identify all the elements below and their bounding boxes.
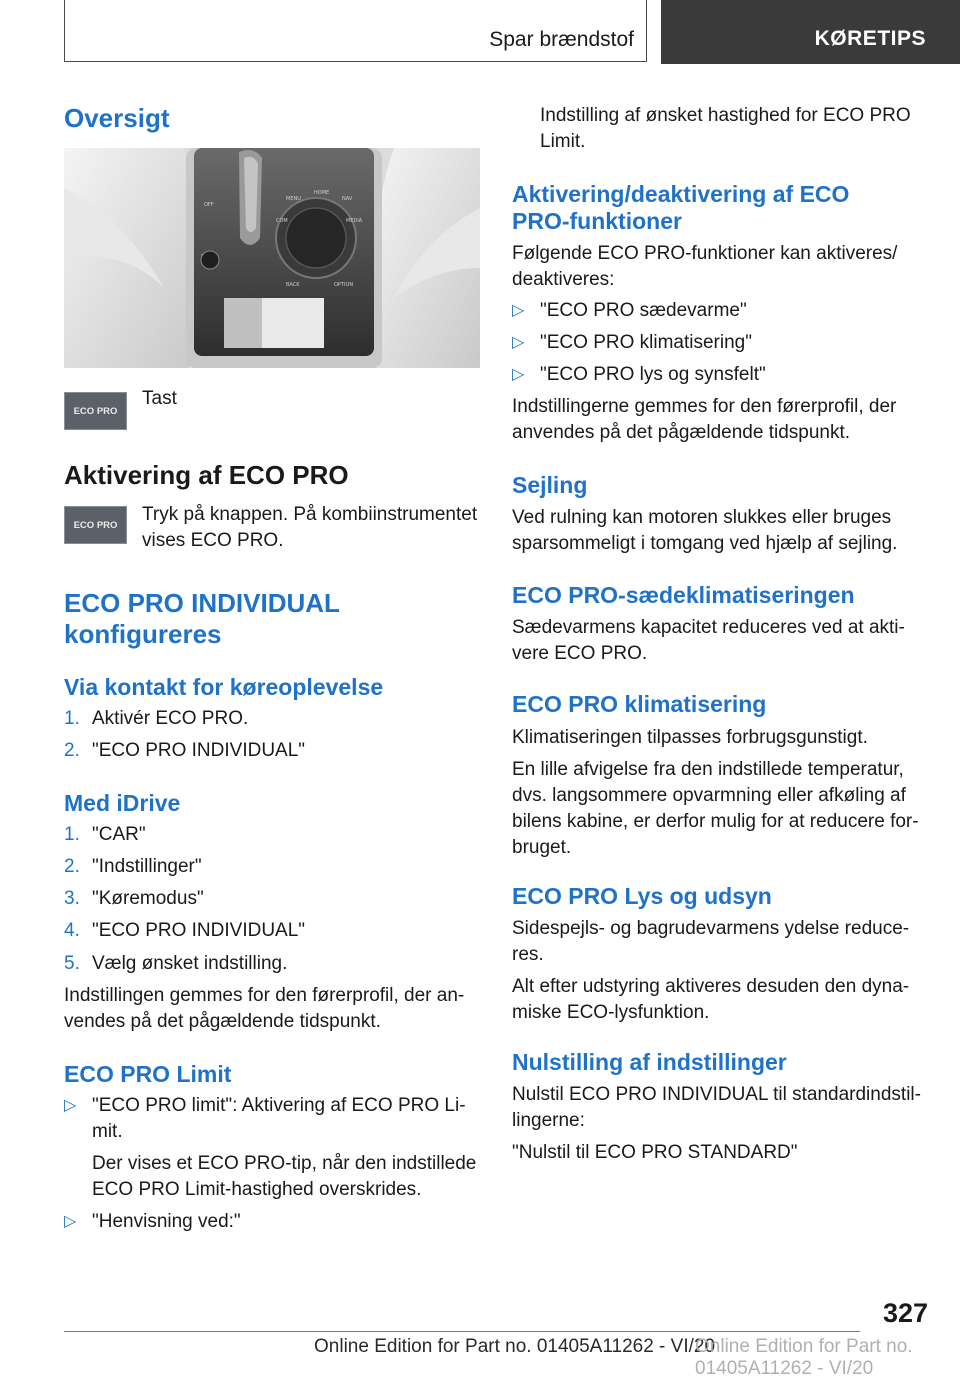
step-number: 1. (64, 708, 80, 729)
activation-heading: Aktivering af ECO PRO (64, 460, 349, 490)
light-heading: ECO PRO Lys og udsyn (512, 883, 772, 909)
svg-text:HOME: HOME (314, 190, 330, 196)
idrive-note-line2: vendes på det pågældende tidspunkt. (64, 1011, 381, 1032)
svg-text:MEDIA: MEDIA (346, 218, 363, 224)
eco-pro-key-image (64, 392, 127, 430)
triangle-bullet-icon: ▷ (64, 1097, 77, 1114)
edition-text: Online Edition for Part no. 01405A11262 - VI/20 (314, 1336, 716, 1357)
step-text: Aktivér ECO PRO. (92, 708, 249, 729)
eco-pro-key-label: ECO PRO (73, 405, 118, 417)
light-p1-line1: Sidespejls- og bagrudevarmens ydelse reduce- (512, 918, 910, 939)
step-number: 3. (64, 888, 80, 909)
eco-pro-button-label: ECO PRO (73, 519, 118, 531)
clim-p2-line2: dvs. langsommere opvarmning eller afkøling af (512, 785, 906, 806)
footer-divider (64, 1331, 860, 1332)
limit-item (64, 1209, 480, 1235)
step-text: "ECO PRO INDIVIDUAL" (92, 740, 306, 761)
eco-pro-button-image (64, 506, 127, 544)
chapter-tab-label: KØRETIPS (814, 27, 926, 50)
triangle-bullet-icon: ▷ (512, 334, 525, 351)
via-step (64, 738, 480, 764)
light-p2-line1: Alt efter udstyring aktiveres desuden den dyna- (512, 976, 910, 997)
step-number: 4. (64, 920, 80, 941)
idrive-heading: Med iDrive (64, 790, 181, 816)
reset-p1-line2: lingerne: (512, 1110, 585, 1131)
reset-p1-line1: Nulstil ECO PRO INDIVIDUAL til standardindstil- (512, 1084, 921, 1105)
page-number: 327 (882, 1298, 928, 1328)
triangle-bullet-icon: ▷ (512, 366, 525, 383)
idrive-step (64, 886, 480, 912)
overview-heading: Oversigt (64, 103, 170, 133)
limit-item1-line2: mit. (92, 1121, 123, 1142)
func-heading-line2: PRO-funktioner (512, 208, 682, 234)
limit-item1-sub-line2: ECO PRO Limit-hastighed overskrides. (92, 1179, 422, 1200)
svg-text:OFF: OFF (204, 202, 214, 208)
activation-text: Tryk på knappen. På kombiinstrumentet vises ECO PRO. (142, 504, 478, 551)
limit-item2: "Henvisning ved:" (92, 1211, 241, 1232)
clim-p2-line1: En lille afvigelse fra den indstillede temperatur, (512, 759, 904, 780)
idrive-step (64, 918, 480, 944)
via-step (64, 706, 480, 732)
chapter-tab (661, 0, 960, 64)
individual-heading-line2: konfigureres (64, 619, 222, 649)
func-note-line2: anvendes på det pågældende tidspunkt. (512, 422, 851, 443)
func-item-text: "ECO PRO lys og synsfelt" (540, 364, 766, 385)
svg-text:MENU: MENU (286, 196, 301, 202)
via-heading: Via kontakt for køreoplevelse (64, 674, 384, 700)
triangle-bullet-icon: ▷ (512, 302, 525, 319)
light-p2-line2: miske ECO-lysfunktion. (512, 1002, 710, 1023)
cont-line1: Indstilling af ønsket hastighed for ECO PRO (540, 105, 911, 126)
section-tab (64, 0, 647, 62)
limit-item1-line1: "ECO PRO limit": Aktivering af ECO PRO Li- (92, 1095, 466, 1116)
limit-heading: ECO PRO Limit (64, 1061, 232, 1087)
svg-text:COM: COM (276, 218, 288, 224)
func-intro-line2: deaktiveres: (512, 269, 615, 290)
func-item-text: "ECO PRO sædevarme" (540, 300, 747, 321)
reset-p2: "Nulstil til ECO PRO STANDARD" (512, 1142, 798, 1163)
svg-text:BACK: BACK (286, 282, 300, 288)
limit-item1-sub-line1: Der vises et ECO PRO-tip, når den indstillede (92, 1153, 477, 1174)
reset-heading: Nulstilling af indstillinger (512, 1049, 787, 1075)
step-text: Vælg ønsket indstilling. (92, 953, 288, 974)
center-console-photo (64, 148, 480, 368)
clim-p1: Klimatiseringen tilpasses forbrugsgunstigt. (512, 727, 868, 748)
svg-text:OPTION: OPTION (334, 282, 354, 288)
func-note-line1: Indstillingerne gemmes for den førerprofil, der (512, 396, 897, 417)
step-number: 1. (64, 824, 80, 845)
idrive-step (64, 951, 480, 977)
clim-p2-line3: bilens kabine, er derfor mulig for at reducere for- (512, 811, 919, 832)
triangle-bullet-icon: ▷ (64, 1213, 77, 1230)
func-heading-line1: Aktivering/deaktivering af ECO (512, 181, 850, 207)
section-tab-label: Spar brændstof (489, 28, 634, 51)
cont-line2: Limit. (540, 131, 586, 152)
idrive-step (64, 854, 480, 880)
watermark-text: Online Edition for Part no. 01405A11262 - VI/20 (695, 1336, 913, 1379)
func-item (512, 330, 922, 356)
key-caption: Tast (142, 388, 177, 409)
clim-heading: ECO PRO klimatisering (512, 691, 767, 717)
step-text: "Indstillinger" (92, 856, 202, 877)
limit-item (64, 1093, 480, 1119)
page-header (64, 0, 960, 64)
step-number: 2. (64, 856, 80, 877)
step-text: "ECO PRO INDIVIDUAL" (92, 920, 306, 941)
step-number: 2. (64, 740, 80, 761)
clim-p2-line4: bruget. (512, 837, 572, 858)
step-text: "Køremodus" (92, 888, 204, 909)
step-number: 5. (64, 953, 80, 974)
individual-heading-line1: ECO PRO INDIVIDUAL (64, 588, 340, 618)
idrive-note-line1: Indstillingen gemmes for den førerprofil, der an- (64, 985, 465, 1006)
step-text: "CAR" (92, 824, 146, 845)
svg-text:NAV: NAV (342, 196, 353, 202)
seat-heading: ECO PRO-sædeklimatiseringen (512, 582, 855, 608)
sejling-line1: Ved rulning kan motoren slukkes eller bruges (512, 507, 892, 528)
func-item (512, 298, 922, 324)
sejling-heading: Sejling (512, 472, 588, 498)
seat-line1: Sædevarmens kapacitet reduceres ved at akti- (512, 617, 905, 638)
func-item-text: "ECO PRO klimatisering" (540, 332, 752, 353)
light-p1-line2: res. (512, 944, 544, 965)
sejling-line2: sparsommeligt i tomgang ved hjælp af sejling. (512, 533, 898, 554)
func-item (512, 362, 922, 388)
seat-line2: vere ECO PRO. (512, 643, 648, 664)
func-intro-line1: Følgende ECO PRO-funktioner kan aktiveres/ (512, 243, 898, 264)
idrive-step (64, 822, 480, 848)
